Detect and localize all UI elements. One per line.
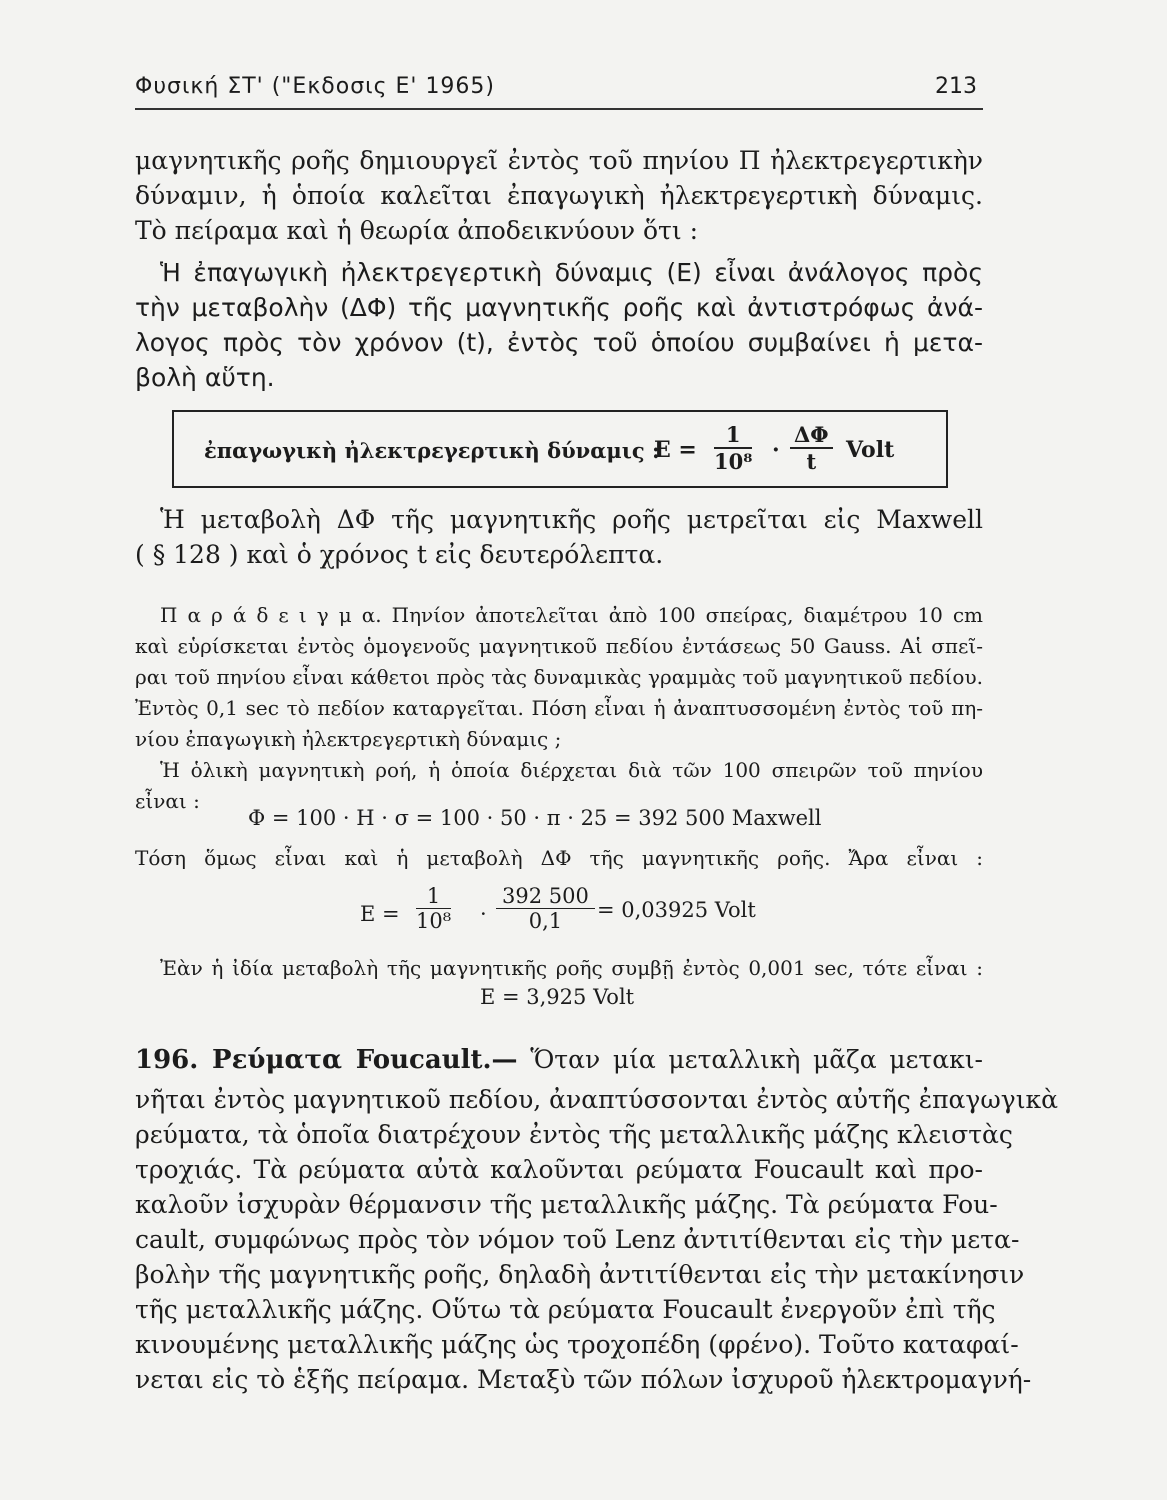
fraction-numerator: 1 bbox=[416, 884, 451, 909]
result-fraction-flux bbox=[496, 884, 595, 933]
fraction-numerator: ΔΦ bbox=[790, 422, 833, 449]
formula-fraction-flux bbox=[790, 422, 833, 474]
alt-result: Ε = 3,925 Volt bbox=[480, 985, 635, 1009]
intro-line: Τὸ πείραμα καὶ ἡ θεωρία ἀποδεικνύουν ὅτι : bbox=[135, 216, 699, 245]
example-line: Ἡ ὁλικὴ μαγνητικὴ ροή, ἡ ὁποία διέρχεται διὰ τῶν 100 σπειρῶν τοῦ πηνίου bbox=[160, 758, 983, 782]
section-first-line bbox=[135, 1045, 983, 1075]
formula-label: ἐπαγωγικὴ ἠλεκτρεγερτικὴ δύναμις : bbox=[204, 438, 660, 463]
law-line: βολὴ αὕτη. bbox=[135, 363, 275, 392]
formula-dot: · bbox=[772, 437, 780, 463]
change-line: Τόση ὅμως εἶναι καὶ ἡ μεταβολὴ ΔΦ τῆς μαγνητικῆς ροῆς. Ἄρα εἶναι : bbox=[135, 846, 983, 870]
section-line: τῆς μεταλλικῆς μάζης. Οὕτω τὰ ρεύματα Foucault ἐνεργοῦν ἐπὶ τῆς bbox=[135, 1295, 996, 1324]
section-line: τροχιάς. Τὰ ρεύματα αὐτὰ καλοῦνται ρεύματα Foucault καὶ προ- bbox=[135, 1155, 983, 1184]
fraction-numerator: 1 bbox=[714, 422, 752, 449]
formula-lhs: Ε = bbox=[654, 437, 697, 463]
example-line: εἶναι : bbox=[135, 789, 200, 813]
section-line: cault, συμφώνως πρὸς τὸν νόμον τοῦ Lenz ἀντιτίθενται εἰς τὴν μετα- bbox=[135, 1225, 1020, 1254]
intro-line: δύναμιν, ἡ ὁποία καλεῖται ἐπαγωγικὴ ἠλεκτρεγερτικὴ δύναμις. bbox=[135, 181, 983, 210]
section-line: βολὴν τῆς μαγνητικῆς ροῆς, δηλαδὴ ἀντιτίθενται εἰς τὴν μετακίνησιν bbox=[135, 1260, 1025, 1289]
example-line: καὶ εὑρίσκεται ἐντὸς ὁμογενοῦς μαγνητικοῦ πεδίου ἐντάσεως 50 Gauss. Αἱ σπεῖ- bbox=[135, 634, 983, 658]
running-title: Φυσική ΣΤ' ("Εκδοσις Ε' 1965) bbox=[135, 74, 496, 99]
section-line: ρεύματα, τὰ ὁποῖα διατρέχουν ἐντὸς τῆς μεταλλικῆς μάζης κλειστὰς bbox=[135, 1120, 1013, 1149]
fraction-numerator: 392 500 bbox=[496, 884, 595, 909]
page-header bbox=[135, 72, 983, 110]
fraction-denominator: t bbox=[806, 449, 817, 474]
formula-box bbox=[172, 410, 948, 488]
result-dot: · bbox=[480, 902, 487, 926]
alt-line: Ἐὰν ἡ ἰδία μεταβολὴ τῆς μαγνητικῆς ροῆς συμβῇ ἐντὸς 0,001 sec, τότε εἶναι : bbox=[160, 956, 983, 980]
result-rhs: = 0,03925 Volt bbox=[597, 898, 756, 922]
fraction-denominator: 10⁸ bbox=[714, 449, 753, 474]
fraction-denominator: 0,1 bbox=[528, 909, 563, 933]
fraction-denominator: 10⁸ bbox=[416, 909, 452, 933]
section-line: νῆται ἐντὸς μαγνητικοῦ πεδίου, ἀναπτύσσονται ἐντὸς αὐτῆς ἐπαγωγικὰ bbox=[135, 1085, 1059, 1114]
law-line: Ἡ ἐπαγωγικὴ ἠλεκτρεγερτικὴ δύναμις (Ε) εἶναι ἀνάλογος πρὸς bbox=[160, 258, 983, 287]
formula-unit: Volt bbox=[846, 437, 895, 463]
section-line: κινουμένης μεταλλικῆς μάζης ὡς τροχοπέδη (φρένο). Τοῦτο καταφαί- bbox=[135, 1330, 1019, 1359]
example-line: ραι τοῦ πηνίου εἶναι κάθετοι πρὸς τὰς δυναμικὰς γραμμὰς τοῦ μαγνητικοῦ πεδίου. bbox=[135, 665, 983, 689]
units-line: Ἡ μεταβολὴ ΔΦ τῆς μαγνητικῆς ροῆς μετρεῖται εἰς Maxwell bbox=[160, 505, 983, 534]
flux-equation: Φ = 100 · Η · σ = 100 · 50 · π · 25 = 392 500 Maxwell bbox=[248, 806, 822, 830]
page-number: 213 bbox=[935, 74, 977, 99]
section-line: νεται εἰς τὸ ἑξῆς πείραμα. Μεταξὺ τῶν πόλων ἰσχυροῦ ἠλεκτρομαγνή- bbox=[135, 1365, 1032, 1394]
example-line: νίου ἐπαγωγικὴ ἠλεκτρεγερτικὴ δύναμις ; bbox=[135, 727, 562, 751]
example-line: Ἐντὸς 0,1 sec τὸ πεδίον καταργεῖται. Πόση εἶναι ἡ ἀναπτυσσομένη ἐντὸς τοῦ πη- bbox=[135, 696, 983, 720]
units-line: ( § 128 ) καὶ ὁ χρόνος t εἰς δευτερόλεπτα. bbox=[135, 540, 664, 569]
formula-fraction-constant bbox=[714, 422, 752, 474]
law-line: λογος πρὸς τὸν χρόνον (t), ἐντὸς τοῦ ὁποίου συμβαίνει ἡ μετα- bbox=[135, 328, 983, 357]
result-lhs: Ε = bbox=[360, 902, 400, 926]
law-line: τὴν μεταβολὴν (ΔΦ) τῆς μαγνητικῆς ροῆς καὶ ἀντιστρόφως ἀνά- bbox=[135, 293, 983, 322]
result-fraction-constant bbox=[416, 884, 451, 933]
example-line: Π α ρ ά δ ε ι γ μ α. Πηνίον ἀποτελεῖται ἀπὸ 100 σπείρας, διαμέτρου 10 cm bbox=[160, 603, 983, 627]
section-line: Ὅταν μία μεταλλικὴ μᾶζα μετακι- bbox=[530, 1045, 984, 1074]
section-line: καλοῦν ἰσχυρὰν θέρμανσιν τῆς μεταλλικῆς μάζης. Τὰ ρεύματα Fou- bbox=[135, 1190, 998, 1219]
intro-line: μαγνητικῆς ροῆς δημιουργεῖ ἐντὸς τοῦ πηνίου Π ἠλεκτρεγερτικὴν bbox=[135, 146, 983, 175]
section-heading: 196. Ρεύματα Foucault.— bbox=[135, 1045, 518, 1075]
